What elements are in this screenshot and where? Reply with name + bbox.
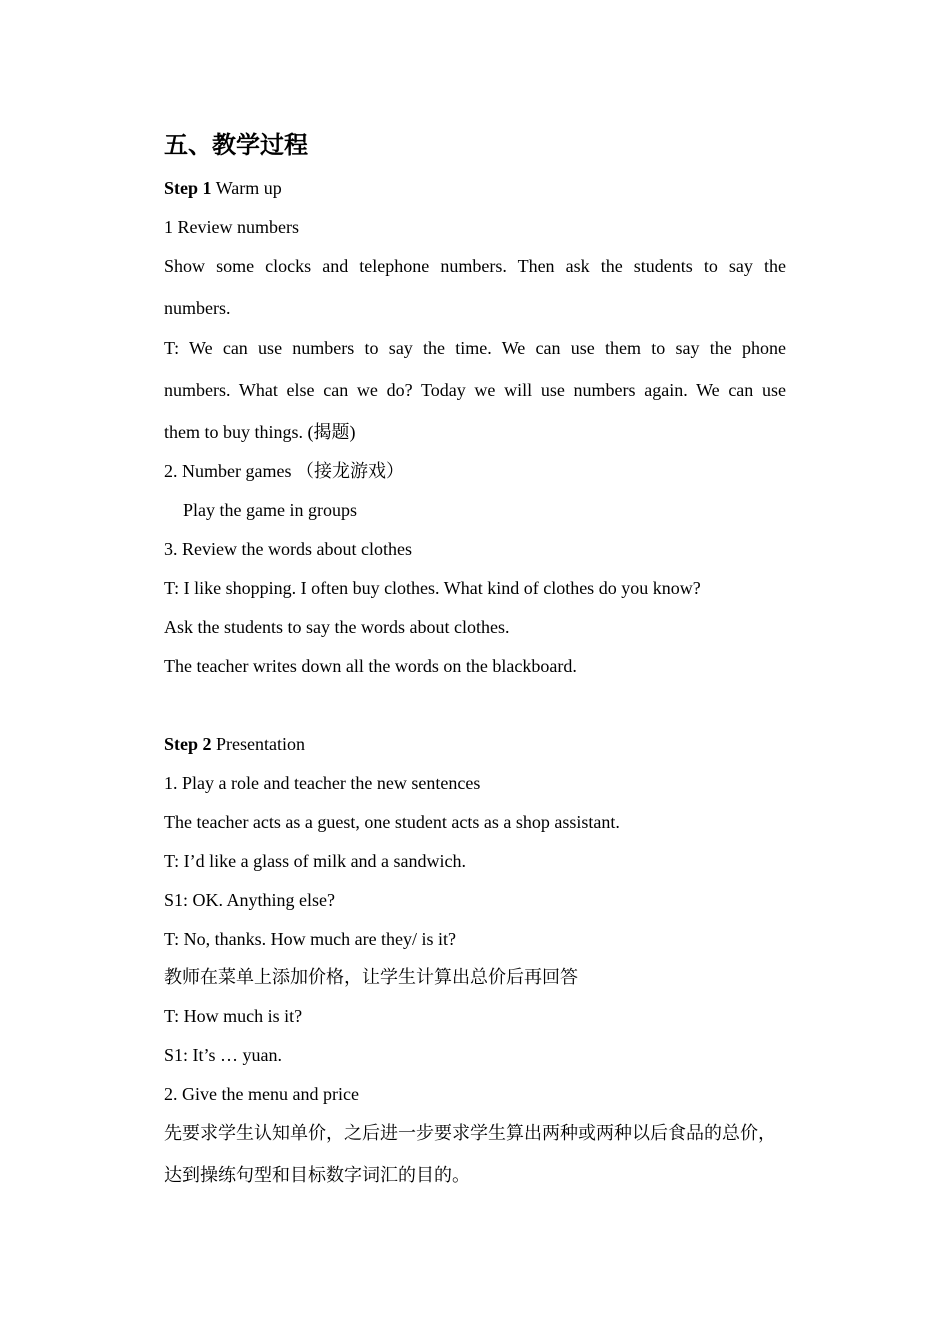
step2-title: Presentation [211,734,305,754]
paragraph: Show some clocks and telephone numbers. Then ask the students to say the [164,256,786,276]
paragraph: T: We can use numbers to say the time. We can use them to say the phone [164,338,786,358]
step1-header [164,177,282,199]
paragraph: Play the game in groups [183,500,357,520]
paragraph: numbers. What else can we do? Today we will use numbers again. We can use [164,380,786,400]
paragraph: 达到操练句型和目标数字词汇的目的。 [164,1165,470,1185]
paragraph: The teacher acts as a guest, one student acts as a shop assistant. [164,812,620,832]
step2-label: Step 2 [164,734,212,754]
paragraph: T: How much is it? [164,1006,303,1026]
paragraph: T: I like shopping. I often buy clothes. What kind of clothes do you know? [164,578,701,598]
step1-title: Warm up [211,178,282,198]
step1-label: Step 1 [164,178,212,198]
paragraph: 1 Review numbers [164,217,299,237]
paragraph: 教师在菜单上添加价格，让学生计算出总价后再回答 [164,967,578,987]
paragraph: Ask the students to say the words about clothes. [164,617,510,637]
paragraph: T: I’d like a glass of milk and a sandwich. [164,851,467,871]
paragraph: them to buy things. (揭题) [164,422,356,442]
paragraph: S1: It’s … yuan. [164,1045,283,1065]
paragraph: The teacher writes down all the words on the blackboard. [164,656,577,676]
paragraph: 先要求学生认知单价，之后进一步要求学生算出两种或两种以后食品的总价， [164,1123,776,1143]
paragraph: 2. Give the menu and price [164,1084,359,1104]
section-heading: 五、教学过程 [164,133,308,159]
step2-header [164,733,305,755]
paragraph: S1: OK. Anything else? [164,890,335,910]
paragraph: 1. Play a role and teacher the new sentences [164,773,481,793]
paragraph: numbers. [164,298,231,318]
paragraph: 2. Number games （接龙游戏） [164,461,404,481]
paragraph: T: No, thanks. How much are they/ is it? [164,929,457,949]
paragraph: 3. Review the words about clothes [164,539,412,559]
